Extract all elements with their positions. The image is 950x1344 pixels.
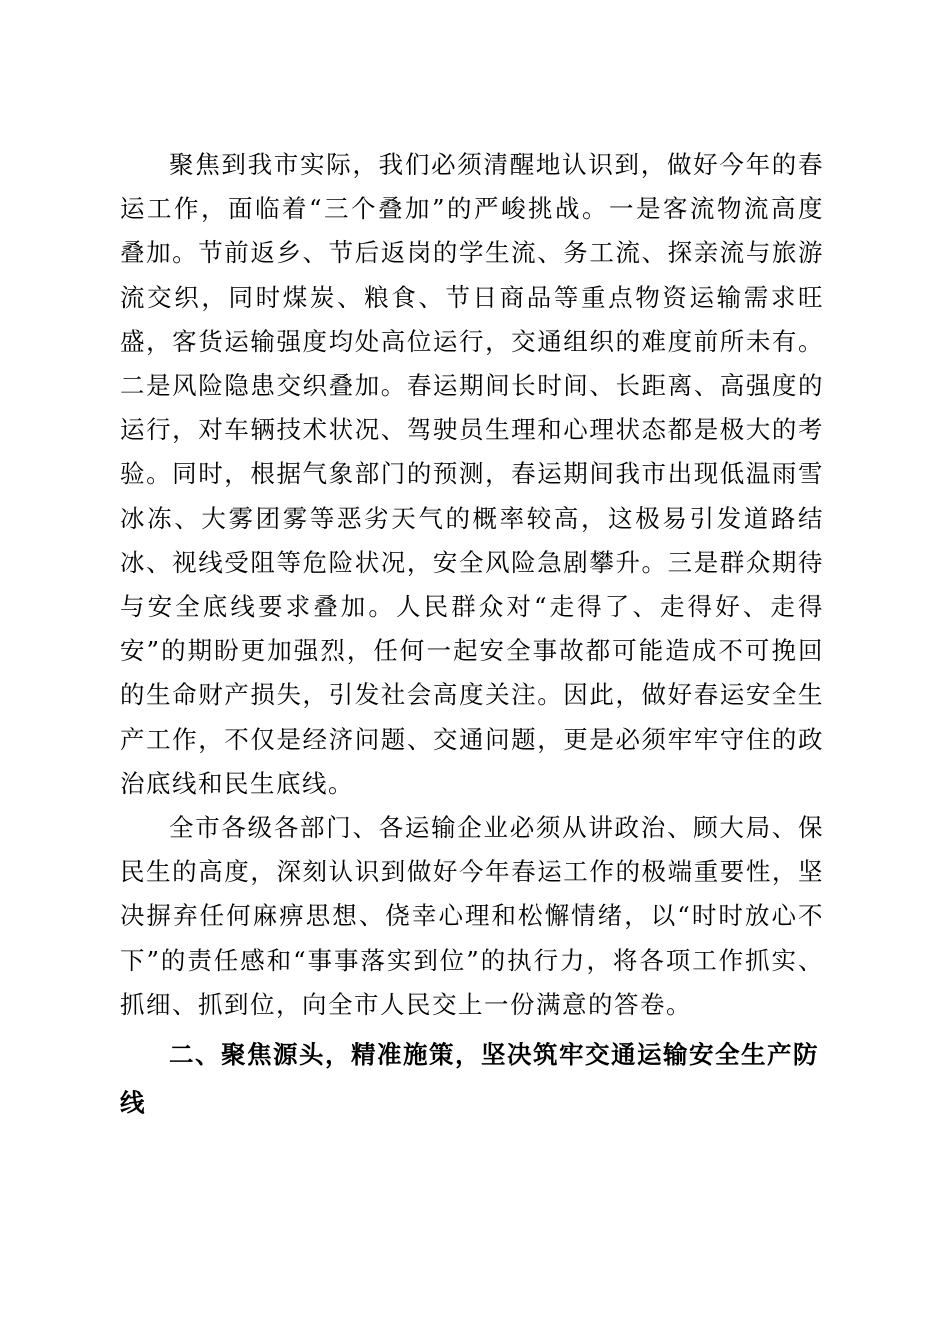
document-body (120, 143, 824, 1127)
paragraph-challenges: 聚焦到我市实际，我们必须清醒地认识到，做好今年的春运工作，面临着“三个叠加”的严峻挑战。一是客流物流高度叠加。节前返乡、节后返岗的学生流、务工流、探亲流与旅游流交织，同时煤炭、粮食、节日商品等重点物资运输需求旺盛，客货运输强度均处高位运行，交通组织的难度前所未有。二是风险隐患交织叠加。春运期间长时间、长距离、高强度的运行，对车辆技术状况、驾驶员生理和心理状态都是极大的考验。同时，根据气象部门的预测，春运期间我市出现低温雨雪冰冻、大雾团雾等恶劣天气的概率较高，这极易引发道路结冰、视线受阻等危险状况，安全风险急剧攀升。三是群众期待与安全底线要求叠加。人民群众对“走得了、走得好、走得安”的期盼更加强烈，任何一起安全事故都可能造成不可挽回的生命财产损失，引发社会高度关注。因此，做好春运安全生产工作，不仅是经济问题、交通问题，更是必须牢牢守住的政治底线和民生底线。 (120, 150, 824, 798)
section-heading: 二、聚焦源头，精准施策，坚决筑牢交通运输安全生产防线 (120, 1040, 819, 1118)
paragraph-requirements: 全市各级各部门、各运输企业必须从讲政治、顾大局、保民生的高度，深刻认识到做好今年春运工作的极端重要性，坚决摒弃任何麻痹思想、侥幸心理和松懈情绪，以“时时放心不下”的责任感和“事事落实到位”的执行力，将各项工作抓实、抓细、抓到位，向全市人民交上一份满意的答卷。 (120, 813, 824, 1019)
